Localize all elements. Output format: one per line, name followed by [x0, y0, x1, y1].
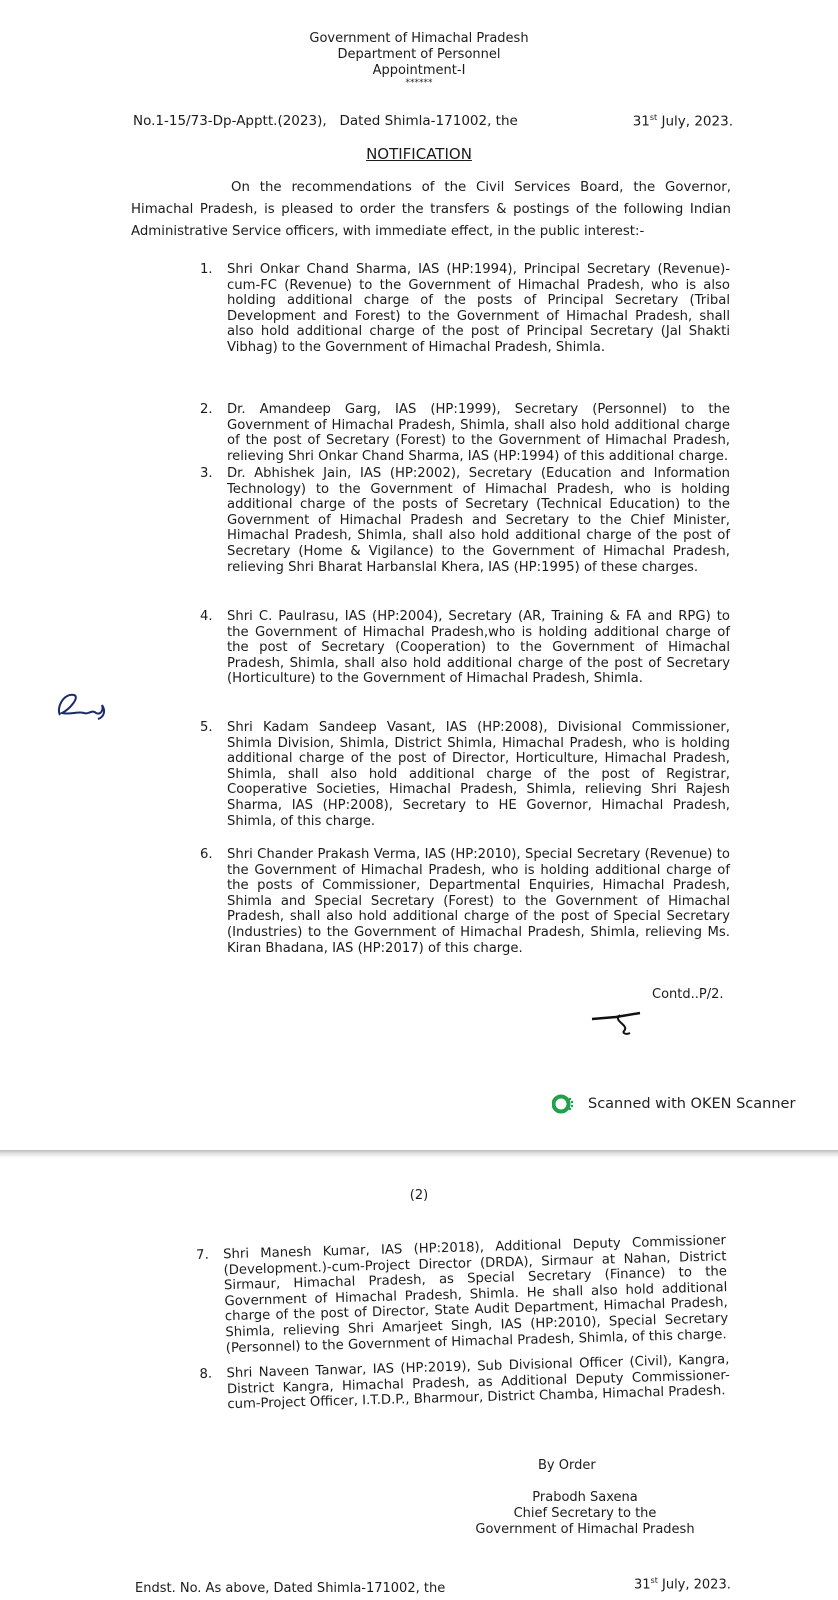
letterhead-section: Appointment-I: [372, 63, 466, 78]
item-text: Dr. Abhishek Jain, IAS (HP:2002), Secretary (Education and Information Technology) to the Government of Himachal Pradesh, who is holding additional charge of the posts of Secretary (Technical Education) to the Government of Himachal Pradesh and Secretary to the Chief Minister, Himachal Pradesh, Shimla, shall also hold additional charge of the post of Secretary (Home & Vigilance) to the Government of Himachal Pradesh, relieving Shri Bharat Harbanslal Khera, IAS (HP:1995) of these charges.: [227, 466, 730, 575]
by-order: By Order: [538, 1458, 596, 1473]
date-suffix: st: [650, 1576, 658, 1585]
list-item: [200, 262, 730, 356]
letterhead: [0, 31, 838, 88]
scanner-watermark: [552, 1093, 795, 1115]
list-item: [200, 402, 730, 464]
letterhead-department: Department of Personnel: [337, 47, 501, 62]
item-text: Shri Kadam Sandeep Vasant, IAS (HP:2008), Divisional Commissioner, Shimla Division, Shimla, District Shimla, Himachal Pradesh, who is holding additional charge of the post of Director, Horticulture, Himachal Pradesh, Shimla, shall also hold additional charge of the post of Registrar, Cooperative Societies, Himachal Pradesh, Shimla, relieving Shri Rajesh Sharma, IAS (HP:2008), Secretary to HE Governor, Himachal Pradesh, Shimla, of this charge.: [227, 720, 730, 829]
page2-items: [196, 1233, 730, 1414]
date-suffix: st: [649, 113, 658, 122]
item-number: 3.: [200, 466, 213, 481]
scanner-watermark-text: Scanned with OKEN Scanner: [588, 1096, 796, 1112]
page-number: (2): [409, 1188, 429, 1203]
signatory-name: Prabodh Saxena: [532, 1490, 638, 1505]
initials-signature: [590, 1005, 650, 1039]
item-number: 5.: [200, 720, 213, 735]
item-number: 2.: [200, 402, 213, 417]
item-number: 7.: [196, 1247, 210, 1263]
reference-line: [133, 113, 733, 129]
page-divider: [0, 1150, 838, 1158]
endorsement-line: Endst. No. As above, Dated Shimla-171002, the: [135, 1581, 446, 1596]
list-item: [196, 1233, 729, 1357]
endorsement-date: [634, 1576, 731, 1592]
signatory-block: [470, 1490, 700, 1538]
item-number: 4.: [200, 609, 213, 624]
item-number: 1.: [200, 262, 213, 277]
date-rest: July, 2023.: [657, 113, 733, 130]
list-item: [200, 609, 730, 687]
list-item: [200, 720, 730, 829]
reference-number: No.1-15/73-Dp-Apptt.(2023),: [133, 113, 327, 129]
item-number: 8.: [199, 1366, 213, 1383]
date-day: 31: [634, 1577, 651, 1593]
notification-title: NOTIFICATION: [366, 145, 472, 163]
item-text: Shri C. Paulrasu, IAS (HP:2004), Secretary (AR, Training & FA and RPG) to the Government of Himachal Pradesh,who is holding additional charge of the post of Secretary (Cooperation) to the Government of Himachal Pradesh, Shimla, shall also hold additional charge of the post of Secretary (Horticulture) to the Government of Himachal Pradesh, Shimla.: [227, 609, 730, 687]
continued-note: Contd..P/2.: [652, 987, 724, 1002]
margin-initials-signature: [52, 685, 112, 725]
intro-paragraph: On the recommendations of the Civil Services Board, the Governor, Himachal Pradesh, is pleased to order the transfers & postings of the following Indian Administrative Service officers, with immediate effect, in the public interest:-: [131, 180, 731, 239]
list-item: [200, 466, 730, 575]
oken-scanner-logo-icon: [552, 1093, 574, 1115]
item-number: 6.: [200, 847, 213, 862]
item-text: Dr. Amandeep Garg, IAS (HP:1999), Secretary (Personnel) to the Government of Himachal Pradesh, Shimla, shall also hold additional charge of the post of Secretary (Forest) to the Government of Himachal Pradesh, relieving Shri Onkar Chand Sharma, IAS (HP:1994) of this additional charge.: [227, 402, 730, 464]
signatory-designation: Chief Secretary to the: [513, 1506, 657, 1521]
date-day: 31: [632, 113, 650, 130]
letterhead-stars: ******: [405, 78, 433, 88]
item-text: Shri Manesh Kumar, IAS (HP:2018), Additional Deputy Commissioner (Development.)-cum-Project Director (DRDA), Sirmaur at Nahan, District Sirmaur, Himachal Pradesh, as Special Secretary (Finance) to the Government of Himachal Pradesh, Shimla. He shall also hold additional charge of the post of Director, State Audit Department, Himachal Pradesh, Shimla, relieving Shri Amarjeet Singh, IAS (HP:2010), Special Secretary (Personnel) to the Government of Himachal Pradesh, Shimla, of this charge.: [222, 1233, 729, 1356]
item-text: Shri Chander Prakash Verma, IAS (HP:2010), Special Secretary (Revenue) to the Government of Himachal Pradesh, who is holding additional charge of the posts of Commissioner, Departmental Enquiries, Himachal Pradesh, Shimla and Special Secretary (Forest) to the Government of Himachal Pradesh, shall also hold additional charge of the post of Special Secretary (Industries) to the Government of Himachal Pradesh, Shimla, relieving Ms. Kiran Bhadana, IAS (HP:2017) of this charge.: [227, 847, 730, 956]
list-item: [200, 847, 730, 956]
date-rest: July, 2023.: [657, 1577, 731, 1593]
item-text: Shri Onkar Chand Sharma, IAS (HP:1994), Principal Secretary (Revenue)-cum-FC (Revenue) to the Government of Himachal Pradesh, who is also holding additional charge of the posts of Principal Secretary (Tribal Development and Forest) to the Government of Himachal Pradesh, shall also hold additional charge of the post of Principal Secretary (Jal Shakti Vibhag) to the Government of Himachal Pradesh, Shimla.: [227, 262, 730, 355]
reference-place: Dated Shimla-171002, the: [339, 113, 518, 129]
item-text: Shri Naveen Tanwar, IAS (HP:2019), Sub Divisional Officer (Civil), Kangra, District Kangra, Himachal Pradesh, as Additional Deputy Commissioner-cum-Project Officer, I.T.D.P., Bharmour, District Chamba, Himachal Pradesh.: [226, 1352, 730, 1413]
reference-date: [633, 113, 733, 130]
letterhead-government: Government of Himachal Pradesh: [309, 31, 529, 46]
signatory-organisation: Government of Himachal Pradesh: [475, 1522, 695, 1537]
